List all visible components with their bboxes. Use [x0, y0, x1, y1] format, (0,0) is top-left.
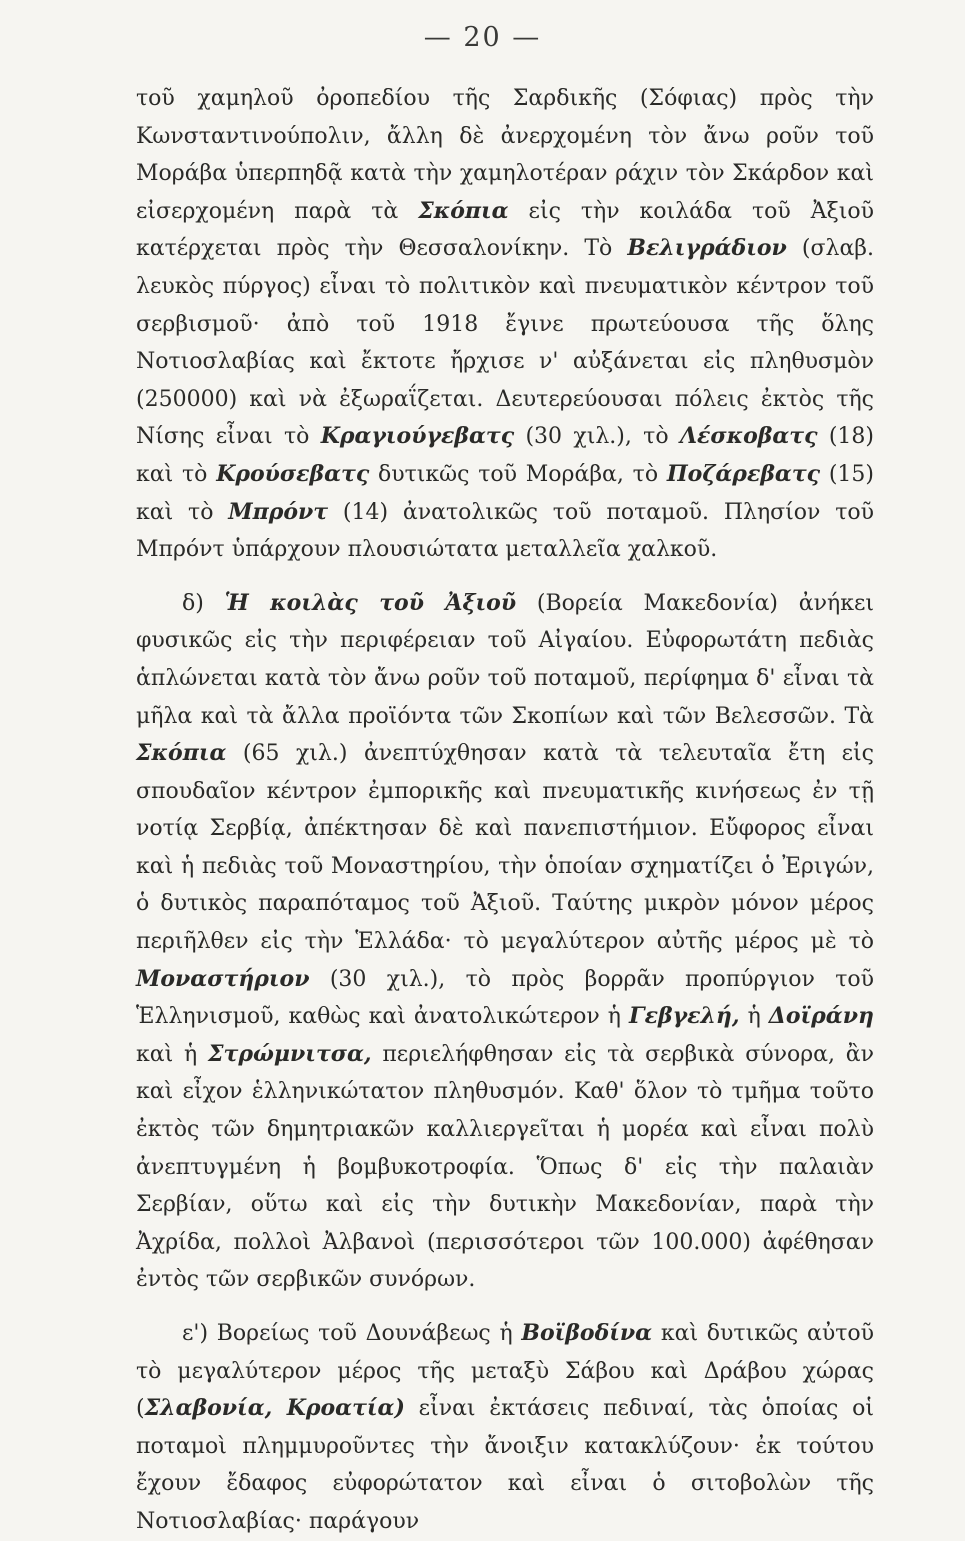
emphasized-term: Μπρόντ	[228, 498, 329, 525]
emphasized-term: Στρώμνιτσα,	[208, 1040, 372, 1067]
emphasized-term: Γεβγελή,	[628, 1003, 740, 1030]
text-run: (σλαβ. λευκὸς πύργος) εἶναι τὸ πολιτικὸν καὶ πνευματικὸν κέντρον τοῦ σερβισμοῦ· ἀπὸ τοῦ 1918 ἔγινε πρωτεύουσα τῆς ὅλης Νοτιοσλαβίας καὶ ἔκτοτε ἤρχισε ν' αὐξάνεται εἰς πληθυσμὸν (250000) καὶ νὰ ἐξωραΐζεται. Δευτερεύουσαι πόλεις ἐκτὸς τῆς Νίσης εἶναι τὸ	[136, 236, 875, 450]
text-run: δ)	[182, 590, 225, 616]
page-number: — 20 —	[423, 22, 542, 53]
paragraph	[136, 1315, 874, 1541]
text-run: (30 χιλ.), τὸ	[514, 424, 680, 450]
text-run: (18) καὶ τὸ	[136, 424, 875, 487]
emphasized-term: Ἡ κοιλὰς τοῦ Ἀξιοῦ	[224, 589, 517, 616]
emphasized-term: Λέσκοβατς	[679, 423, 818, 450]
text-run: δυτικῶς τοῦ Μοράβα, τὸ	[369, 461, 667, 487]
body-text	[136, 80, 874, 1541]
emphasized-term: Δοϊράνη	[768, 1003, 874, 1030]
emphasized-term: Βελιγράδιον	[627, 235, 787, 262]
emphasized-term: Κραγιούγεβατς	[320, 423, 515, 450]
emphasized-term: Σκόπια	[418, 197, 509, 224]
text-run: ἡ	[739, 1004, 769, 1030]
paragraph	[136, 80, 874, 569]
text-run: (65 χιλ.) ἀνεπτύχθησαν κατὰ τὰ τελευταῖα ἔτη εἰς σπουδαῖον κέντρον ἐμπορικῆς καὶ πνευματικῆς κινήσεως ἐν τῇ νοτίᾳ Σερβίᾳ, ἀπέκτησαν δὲ καὶ πανεπιστήμιον. Εὔφορος εἶναι καὶ ἡ πεδιὰς τοῦ Μοναστηρίου, τὴν ὁποίαν σχηματίζει ὁ Ἐριγών, ὁ δυτικὸς παραπόταμος τοῦ Ἀξιοῦ. Ταύτης μικρὸν μόνον μέρος περιῆλθεν εἰς τὴν Ἑλλάδα· τὸ μεγαλύτερον αὐτῆς μέρος μὲ τὸ	[136, 741, 874, 955]
text-run: (15) καὶ τὸ	[136, 461, 874, 525]
emphasized-term: Σκόπια	[136, 740, 227, 767]
paragraph	[136, 585, 874, 1299]
text-run: (30 χιλ.), τὸ πρὸς βορρᾶν προπύργιον τοῦ Ἑλληνισμοῦ, καθὼς καὶ ἀνατολικώτερον ἡ	[136, 966, 874, 1030]
text-run: ε') Βορείως τοῦ Δουνάβεως ἡ	[182, 1321, 522, 1346]
emphasized-term: Σλαβονία, Κροατία)	[144, 1395, 405, 1422]
emphasized-term: Βοϊβοδίνα	[521, 1320, 653, 1346]
emphasized-term: Κρούσεβατς	[216, 460, 370, 487]
text-run: καὶ δυτικῶς αὐτοῦ τὸ μεγαλύτερον μέρος τῆς μεταξὺ Σάβου καὶ Δράβου χώρας (	[136, 1321, 874, 1422]
emphasized-term: Μοναστήριον	[136, 965, 310, 992]
text-run: τοῦ χαμηλοῦ ὀροπεδίου τῆς Σαρδικῆς (Σόφιας) πρὸς τὴν Κωνσταντινούπολιν, ἄλλη δὲ ἀνερχομένη τὸν ἄνω ροῦν τοῦ Μοράβα ὑπερπηδᾷ κατὰ τὴν χαμηλοτέραν ράχιν τὸν Σκάρδον καὶ εἰσερχομένη παρὰ τὰ	[136, 86, 874, 224]
emphasized-term: Ποζάρεβατς	[666, 460, 821, 487]
text-run: (14) ἀνατολικῶς τοῦ ποταμοῦ. Πλησίον τοῦ Μπρόντ ὑπάρχουν πλουσιώτατα μεταλλεῖα χαλκοῦ.	[136, 499, 875, 563]
text-run: καὶ ἡ	[136, 1041, 208, 1067]
text-run: περιελήφθησαν εἰς τὰ σερβικὰ σύνορα, ἂν καὶ εἶχον ἑλληνικώτατον πληθυσμόν. Καθ' ὅλον τὸ τμῆμα τοῦτο ἐκτὸς τῶν δημητριακῶν καλλιεργεῖται ἡ μορέα καὶ εἶναι πολὺ ἀνεπτυγμένη ἡ βομβυκοτροφία. Ὅπως δ' εἰς τὴν παλαιὰν Σερβίαν, οὕτω καὶ εἰς τὴν δυτικὴν Μακεδονίαν, παρὰ τὴν Ἀχρίδα, πολλοὶ Ἀλβανοὶ (περισσότεροι τῶν 100.000) ἀφέθησαν ἐντὸς τῶν σερβικῶν συνόρων.	[136, 1041, 875, 1293]
text-run: (Βορεία Μακεδονία) ἀνήκει φυσικῶς εἰς τὴν περιφέρειαν τοῦ Αἰγαίου. Εὐφορωτάτη πεδιὰς ἁπλώνεται κατὰ τὸν ἄνω ροῦν τοῦ ποταμοῦ, περίφημα δ' εἶναι τὰ μῆλα καὶ τὰ ἄλλα προϊόντα τῶν Σκοπίων καὶ τῶν Βελεσσῶν. Τὰ	[136, 590, 874, 729]
text-run: εἶναι ἐκτάσεις πεδιναί, τὰς ὁποίας οἱ ποταμοὶ πλημμυροῦντες τὴν ἄνοιξιν κατακλύζουν· ἐκ τούτου ἔχουν ἔδαφος εὐφορώτατον καὶ εἶναι ὁ σιτοβολὼν τῆς Νοτιοσλαβίας· παράγουν	[136, 1396, 874, 1534]
text-run: εἰς τὴν κοιλάδα τοῦ Ἀξιοῦ κατέρχεται πρὸς τὴν Θεσσαλονίκην. Τὸ	[136, 198, 874, 262]
